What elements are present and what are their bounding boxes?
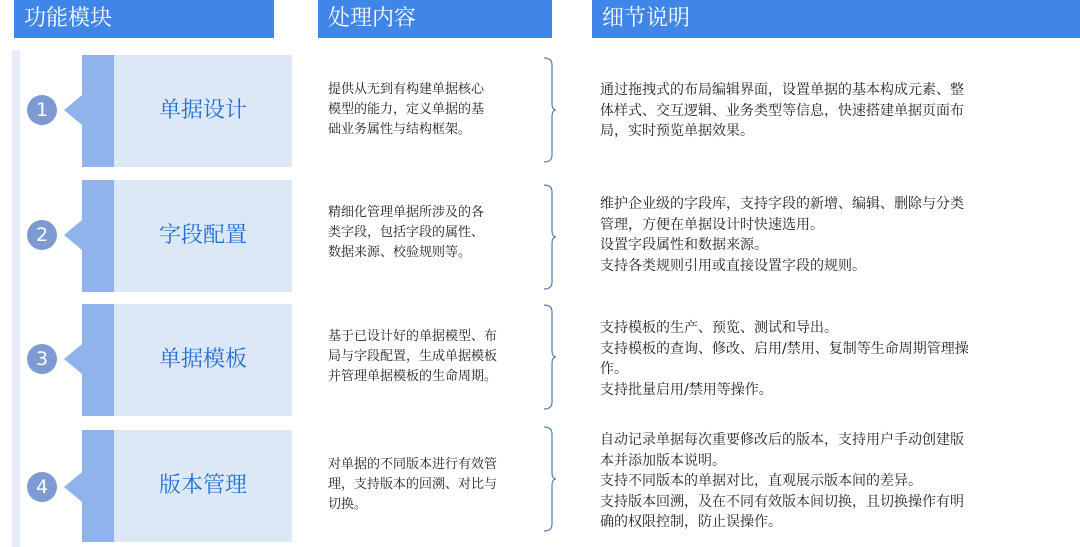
pointer-arrow-icon	[64, 344, 82, 374]
module-title: 版本管理	[158, 473, 247, 498]
module-row	[0, 55, 1080, 167]
pointer-arrow-icon	[64, 220, 82, 250]
detail-line: 设置字段属性和数据来源。	[600, 237, 768, 253]
detail-line: 支持不同版本的单据对比，直观展示版本间的差异。	[600, 473, 922, 489]
right-brace-icon	[542, 304, 556, 410]
content-line: 并管理单据模板的生命周期。	[328, 369, 498, 384]
module-row	[0, 430, 1080, 542]
right-brace-icon	[542, 57, 556, 163]
card-accent-strip	[82, 430, 114, 542]
detail-line: 体样式、交互逻辑、业务类型等信息，快速搭建单据页面布	[600, 102, 964, 119]
module-card	[82, 180, 292, 292]
right-brace-icon	[542, 184, 556, 290]
header-processing-content: 处理内容	[318, 0, 552, 38]
content-line: 础业务属性与结构框架。	[328, 122, 472, 137]
module-title: 单据模板	[158, 347, 247, 372]
content-line: 基于已设计好的单据模型、布	[328, 329, 498, 344]
detail-line: 支持模板的生产、预览、测试和导出。	[600, 320, 838, 336]
content-line: 数据来源、校验规则等。	[328, 245, 472, 260]
processing-content	[328, 203, 533, 263]
processing-content	[328, 455, 533, 515]
module-title: 单据设计	[158, 98, 247, 123]
content-line: 切换。	[328, 497, 368, 512]
detail-line: 支持批量启用/禁用等操作。	[600, 381, 773, 398]
detail-line: 确的权限控制，防止误操作。	[600, 514, 782, 530]
header-detail-description: 细节说明	[592, 0, 1080, 38]
card-accent-strip	[82, 304, 114, 416]
step-number-badge: 1	[27, 95, 57, 125]
processing-content	[328, 80, 533, 140]
header-function-module: 功能模块	[14, 0, 274, 38]
card-accent-strip	[82, 55, 114, 167]
processing-content	[328, 327, 533, 387]
detail-description	[600, 194, 1060, 276]
content-line: 提供从无到有构建单据核心	[328, 82, 485, 97]
content-line: 模型的能力，定义单据的基	[328, 102, 485, 117]
content-line: 局与字段配置，生成单据模板	[328, 349, 498, 364]
detail-description	[600, 80, 1060, 142]
detail-line: 支持模板的查询、修改、启用/禁用、复制等生命周期管理操	[600, 340, 969, 357]
step-number-badge: 4	[27, 472, 57, 502]
pointer-arrow-icon	[64, 472, 82, 502]
detail-description	[600, 430, 1060, 533]
module-row	[0, 304, 1080, 416]
detail-line: 支持各类规则引用或直接设置字段的规则。	[600, 257, 866, 274]
content-line: 理，支持版本的回溯、对比与	[328, 477, 498, 492]
detail-line: 管理，方便在单据设计时快速选用。	[600, 216, 824, 233]
detail-line: 维护企业级的字段库，支持字段的新增、编辑、删除与分类	[600, 196, 964, 212]
detail-description	[600, 318, 1060, 400]
module-card	[82, 55, 292, 167]
detail-line: 局，实时预览单据效果。	[600, 123, 754, 139]
right-brace-icon	[542, 426, 556, 532]
step-number-badge: 3	[27, 344, 57, 374]
pointer-arrow-icon	[64, 95, 82, 125]
detail-line: 支持版本回溯，及在不同有效版本间切换，且切换操作有明	[600, 493, 964, 510]
detail-line: 自动记录单据每次重要修改后的版本，支持用户手动创建版	[600, 432, 964, 448]
detail-line: 本并添加版本说明。	[600, 452, 726, 469]
detail-line: 作。	[600, 361, 628, 377]
module-card	[82, 304, 292, 416]
module-row	[0, 180, 1080, 292]
content-line: 精细化管理单据所涉及的各	[328, 205, 485, 220]
step-number-badge: 2	[27, 220, 57, 250]
content-line: 对单据的不同版本进行有效管	[328, 457, 498, 472]
content-line: 类字段，包括字段的属性、	[328, 225, 485, 240]
module-title: 字段配置	[158, 223, 247, 248]
card-accent-strip	[82, 180, 114, 292]
module-card	[82, 430, 292, 542]
detail-line: 通过拖拽式的布局编辑界面，设置单据的基本构成元素、整	[600, 82, 964, 98]
